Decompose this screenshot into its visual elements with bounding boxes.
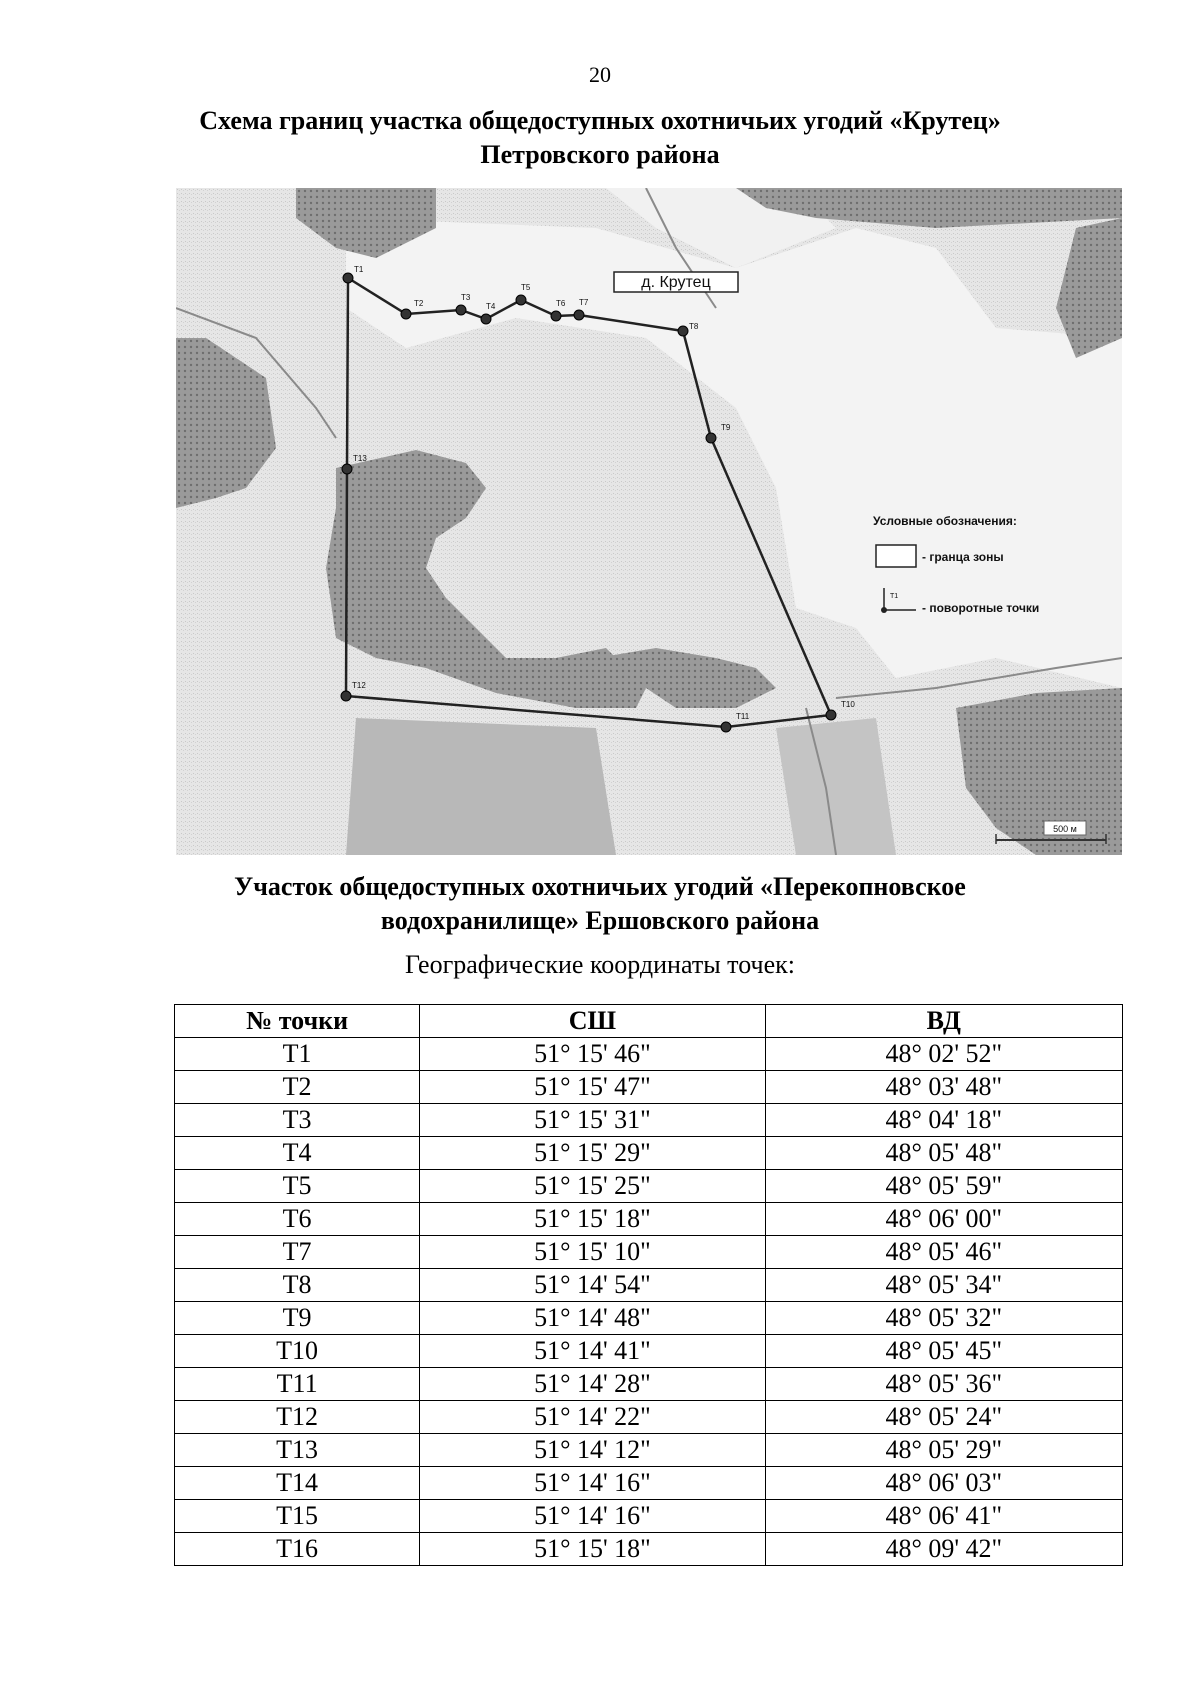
- cell-longitude: 48° 09' 42": [765, 1533, 1122, 1566]
- turning-point-marker: [343, 273, 353, 283]
- turning-point-label: Т12: [352, 681, 366, 690]
- cell-point: Т9: [175, 1302, 420, 1335]
- cell-latitude: 51° 14' 54": [420, 1269, 765, 1302]
- cell-point: Т10: [175, 1335, 420, 1368]
- page-number: 20: [589, 62, 611, 87]
- cell-latitude: 51° 15' 18": [420, 1203, 765, 1236]
- turning-point-label: Т13: [353, 454, 367, 463]
- cell-point: Т14: [175, 1467, 420, 1500]
- turning-point-label: Т5: [521, 283, 531, 292]
- turning-point-label: Т2: [414, 299, 424, 308]
- table-row: [175, 1335, 1123, 1368]
- cell-longitude: 48° 05' 45": [765, 1335, 1122, 1368]
- cell-latitude: 51° 14' 16": [420, 1467, 765, 1500]
- section-title-line-2: водохранилище» Ершовского района: [380, 906, 820, 935]
- section-title: [0, 870, 1200, 938]
- cell-point: Т11: [175, 1368, 420, 1401]
- legend-title: Условные обозначения:: [873, 514, 1017, 528]
- cell-longitude: 48° 04' 18": [765, 1104, 1122, 1137]
- table-row: [175, 1434, 1123, 1467]
- cell-point: Т3: [175, 1104, 420, 1137]
- cell-longitude: 48° 05' 34": [765, 1269, 1122, 1302]
- cell-latitude: 51° 15' 47": [420, 1071, 765, 1104]
- turning-point-label: Т10: [841, 700, 855, 709]
- turning-point-marker: [456, 305, 466, 315]
- cell-latitude: 51° 14' 16": [420, 1500, 765, 1533]
- turning-point-label: Т7: [579, 298, 589, 307]
- cell-latitude: 51° 15' 29": [420, 1137, 765, 1170]
- table-row: [175, 1269, 1123, 1302]
- cell-longitude: 48° 05' 46": [765, 1236, 1122, 1269]
- table-row: [175, 1104, 1123, 1137]
- turning-point-label: Т4: [486, 302, 496, 311]
- header-point-number: № точки: [175, 1005, 420, 1038]
- table-row: [175, 1071, 1123, 1104]
- cell-longitude: 48° 06' 41": [765, 1500, 1122, 1533]
- cell-latitude: 51° 15' 18": [420, 1533, 765, 1566]
- table-row: [175, 1203, 1123, 1236]
- legend-point-sample: Т1: [890, 593, 899, 600]
- turning-point-marker: [574, 310, 584, 320]
- cell-point: Т5: [175, 1170, 420, 1203]
- table-row: [175, 1302, 1123, 1335]
- map-title-line-2: Петровского района: [480, 140, 720, 169]
- header-longitude: ВД: [765, 1005, 1122, 1038]
- cell-longitude: 48° 05' 29": [765, 1434, 1122, 1467]
- cell-point: Т16: [175, 1533, 420, 1566]
- table-header-row: [175, 1005, 1123, 1038]
- turning-point-label: Т9: [721, 423, 731, 432]
- cell-longitude: 48° 06' 00": [765, 1203, 1122, 1236]
- section-title-line-1: Участок общедоступных охотничьих угодий «Перекопновское: [234, 872, 966, 901]
- cell-longitude: 48° 05' 59": [765, 1170, 1122, 1203]
- turning-point-marker: [516, 295, 526, 305]
- cell-point: Т2: [175, 1071, 420, 1104]
- table-row: [175, 1368, 1123, 1401]
- cell-longitude: 48° 02' 52": [765, 1038, 1122, 1071]
- cell-latitude: 51° 14' 41": [420, 1335, 765, 1368]
- turning-point-marker: [401, 309, 411, 319]
- village-label: д. Крутец: [641, 274, 711, 291]
- turning-point-marker: [481, 314, 491, 324]
- turning-point-marker: [342, 464, 352, 474]
- cell-longitude: 48° 05' 24": [765, 1401, 1122, 1434]
- cell-latitude: 51° 15' 31": [420, 1104, 765, 1137]
- map-settlement-center: [776, 718, 896, 855]
- cell-latitude: 51° 14' 22": [420, 1401, 765, 1434]
- legend-points-text: - поворотные точки: [922, 601, 1040, 615]
- map-title-line-1: Схема границ участка общедоступных охотничьих угодий «Крутец»: [199, 106, 1001, 135]
- cell-point: Т15: [175, 1500, 420, 1533]
- turning-point-label: Т3: [461, 293, 471, 302]
- table-row: [175, 1467, 1123, 1500]
- map-settlement-south: [346, 718, 616, 855]
- legend-point-symbol: [881, 607, 887, 613]
- header-latitude: СШ: [420, 1005, 765, 1038]
- table-row: [175, 1137, 1123, 1170]
- cell-longitude: 48° 05' 36": [765, 1368, 1122, 1401]
- cell-point: Т4: [175, 1137, 420, 1170]
- boundary-map: [176, 188, 1122, 855]
- turning-point-marker: [678, 326, 688, 336]
- coordinates-caption: Географические координаты точек:: [405, 950, 795, 979]
- cell-latitude: 51° 14' 28": [420, 1368, 765, 1401]
- cell-latitude: 51° 15' 46": [420, 1038, 765, 1071]
- cell-latitude: 51° 15' 25": [420, 1170, 765, 1203]
- cell-point: Т1: [175, 1038, 420, 1071]
- cell-point: Т12: [175, 1401, 420, 1434]
- cell-latitude: 51° 14' 48": [420, 1302, 765, 1335]
- turning-point-label: Т11: [736, 712, 750, 721]
- turning-point-marker: [826, 710, 836, 720]
- legend-boundary-text: - гранца зоны: [922, 550, 1004, 564]
- cell-latitude: 51° 14' 12": [420, 1434, 765, 1467]
- map-title: [0, 104, 1200, 172]
- turning-point-marker: [341, 691, 351, 701]
- scale-label: 500 м: [1053, 824, 1077, 834]
- cell-point: Т8: [175, 1269, 420, 1302]
- cell-longitude: 48° 06' 03": [765, 1467, 1122, 1500]
- table-row: [175, 1236, 1123, 1269]
- turning-point-marker: [551, 311, 561, 321]
- cell-point: Т6: [175, 1203, 420, 1236]
- village-label-box: [614, 272, 738, 292]
- turning-point-label: Т6: [556, 299, 566, 308]
- cell-point: Т7: [175, 1236, 420, 1269]
- cell-point: Т13: [175, 1434, 420, 1467]
- turning-point-label: Т1: [354, 265, 364, 274]
- turning-point-marker: [706, 433, 716, 443]
- cell-latitude: 51° 15' 10": [420, 1236, 765, 1269]
- turning-point-marker: [721, 722, 731, 732]
- coordinates-table: [174, 1004, 1123, 1566]
- table-row: [175, 1533, 1123, 1566]
- table-row: [175, 1038, 1123, 1071]
- table-row: [175, 1170, 1123, 1203]
- legend-boundary-symbol: [876, 545, 916, 567]
- cell-longitude: 48° 03' 48": [765, 1071, 1122, 1104]
- cell-longitude: 48° 05' 48": [765, 1137, 1122, 1170]
- table-row: [175, 1500, 1123, 1533]
- turning-point-label: Т8: [689, 322, 699, 331]
- table-row: [175, 1401, 1123, 1434]
- cell-longitude: 48° 05' 32": [765, 1302, 1122, 1335]
